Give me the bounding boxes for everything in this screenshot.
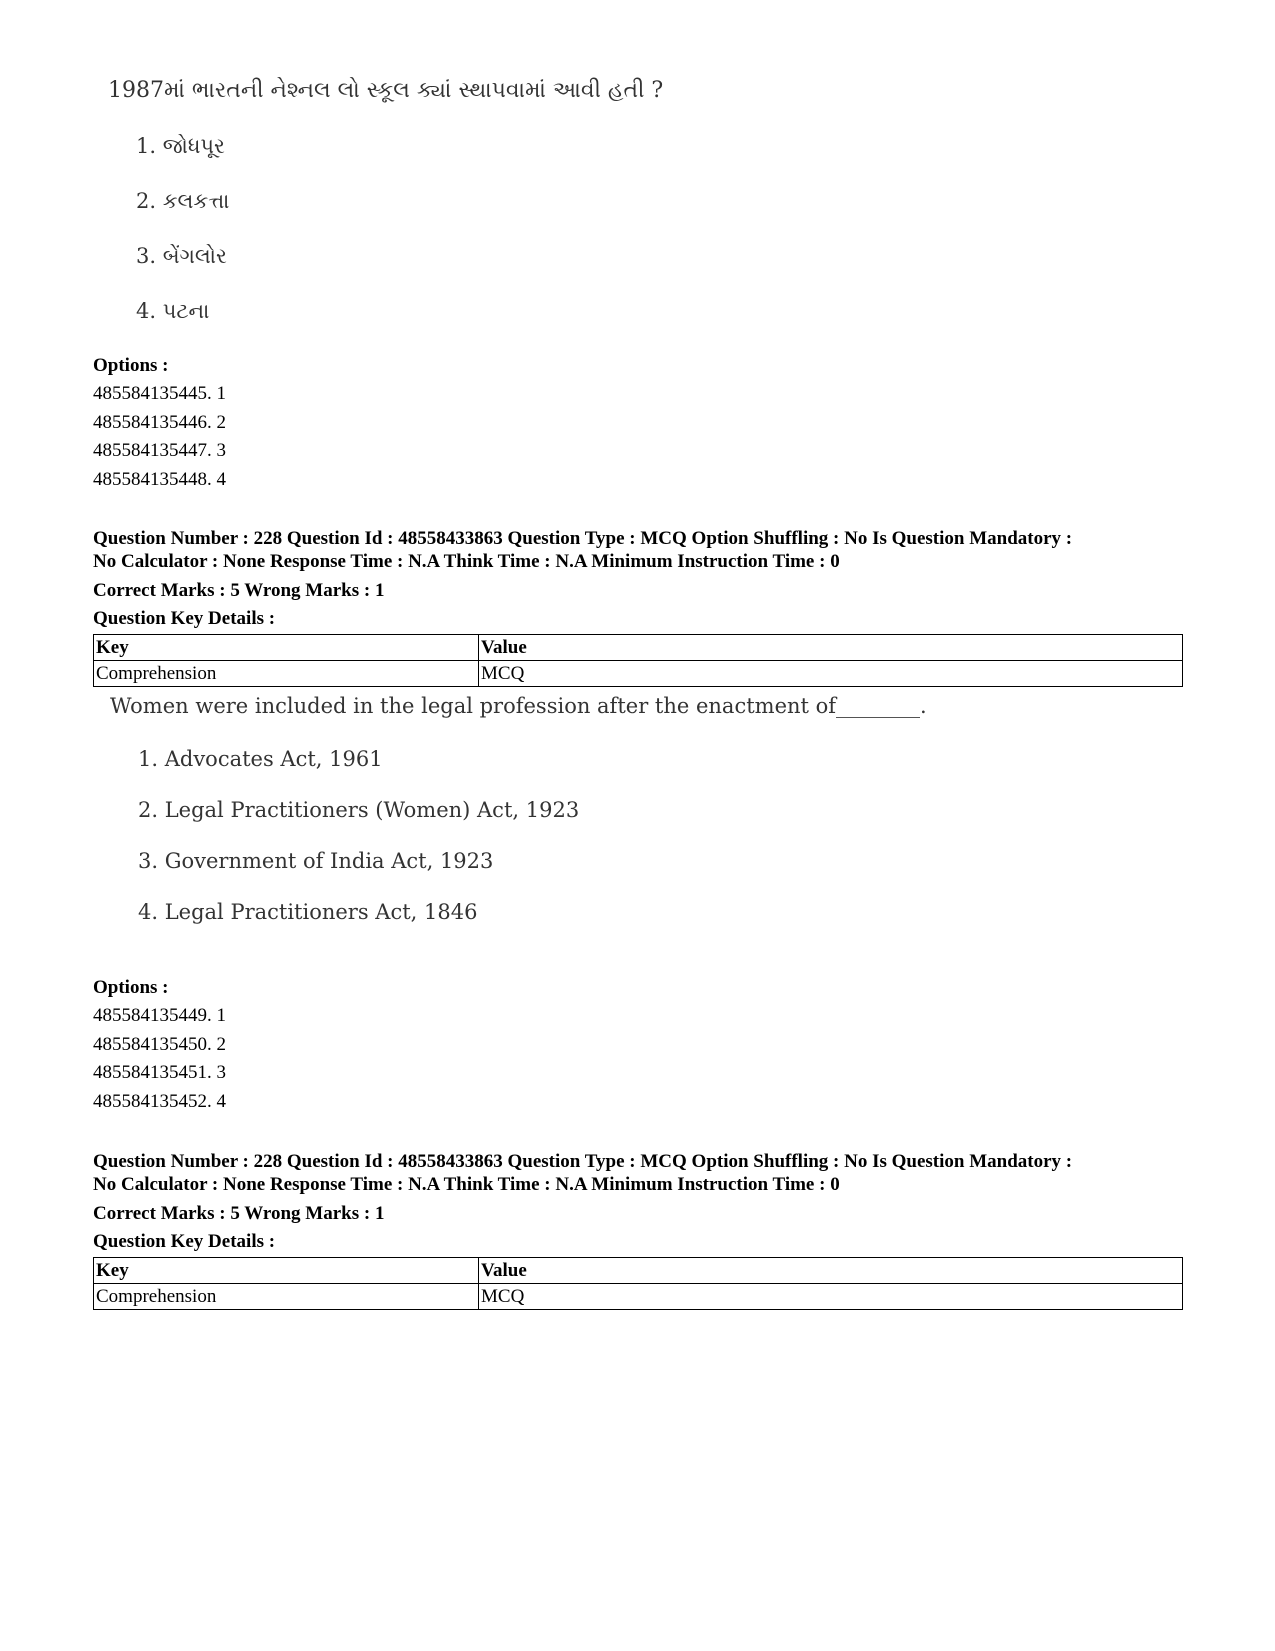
question-meta [93,1150,1183,1310]
table-cell-key: Comprehension [94,661,479,687]
marks-line: Correct Marks : 5 Wrong Marks : 1 [93,580,385,601]
meta-line: No Calculator : None Response Time : N.A Think Time : N.A Minimum Instruction Time : 0 [93,1174,840,1195]
question-meta [93,527,1183,687]
key-details-label: Question Key Details : [93,608,276,629]
meta-line: No Calculator : None Response Time : N.A Think Time : N.A Minimum Instruction Time : 0 [93,551,840,572]
question-choice: 1. જોધપૂર [136,134,225,158]
table-header-key: Key [94,635,479,661]
table-header-value: Value [479,1258,1183,1284]
question-choice: 3. Government of India Act, 1923 [138,849,494,873]
question-image-gujarati [108,78,808,348]
option-id: 485584135448. 4 [93,468,226,490]
option-id: 485584135452. 4 [93,1090,226,1112]
options-label: Options : [93,977,169,998]
option-id: 485584135445. 1 [93,383,226,404]
table-header-key: Key [94,1258,479,1284]
key-details-table [93,1257,1183,1310]
option-id: 485584135447. 3 [93,440,226,461]
key-details-table [93,634,1183,687]
option-id: 485584135449. 1 [93,1005,226,1026]
options-label: Options : [93,355,169,376]
options-block [93,352,1183,494]
question-choice: 4. પટના [136,299,210,323]
marks-line: Correct Marks : 5 Wrong Marks : 1 [93,1203,385,1224]
option-id: 485584135451. 3 [93,1062,226,1083]
options-block [93,974,1183,1116]
question-choice: 3. બેંગલોર [136,244,227,268]
key-details-label: Question Key Details : [93,1231,276,1252]
meta-line: Question Number : 228 Question Id : 48558433863 Question Type : MCQ Option Shuffling : No Is Question Mandatory : [93,1151,1073,1172]
table-header-value: Value [479,635,1183,661]
option-id: 485584135450. 2 [93,1033,226,1055]
question-choice: 1. Advocates Act, 1961 [138,747,383,771]
table-cell-value: MCQ [479,1284,1183,1310]
question-image-english [110,694,927,954]
question-choice: 2. કલકત્તા [136,189,230,213]
table-cell-key: Comprehension [94,1284,479,1310]
meta-line: Question Number : 228 Question Id : 48558433863 Question Type : MCQ Option Shuffling : No Is Question Mandatory : [93,528,1073,549]
question-choice: 2. Legal Practitioners (Women) Act, 1923 [138,798,580,822]
question-stem: Women were included in the legal profession after the enactment of________. [110,694,927,718]
option-id: 485584135446. 2 [93,411,226,433]
table-cell-value: MCQ [479,661,1183,687]
question-choice: 4. Legal Practitioners Act, 1846 [138,900,478,924]
question-stem: 1987માં ભારતની નેશ્નલ લો સ્કૂલ ક્યાં સ્થાપવામાં આવી હતી ? [108,78,664,103]
